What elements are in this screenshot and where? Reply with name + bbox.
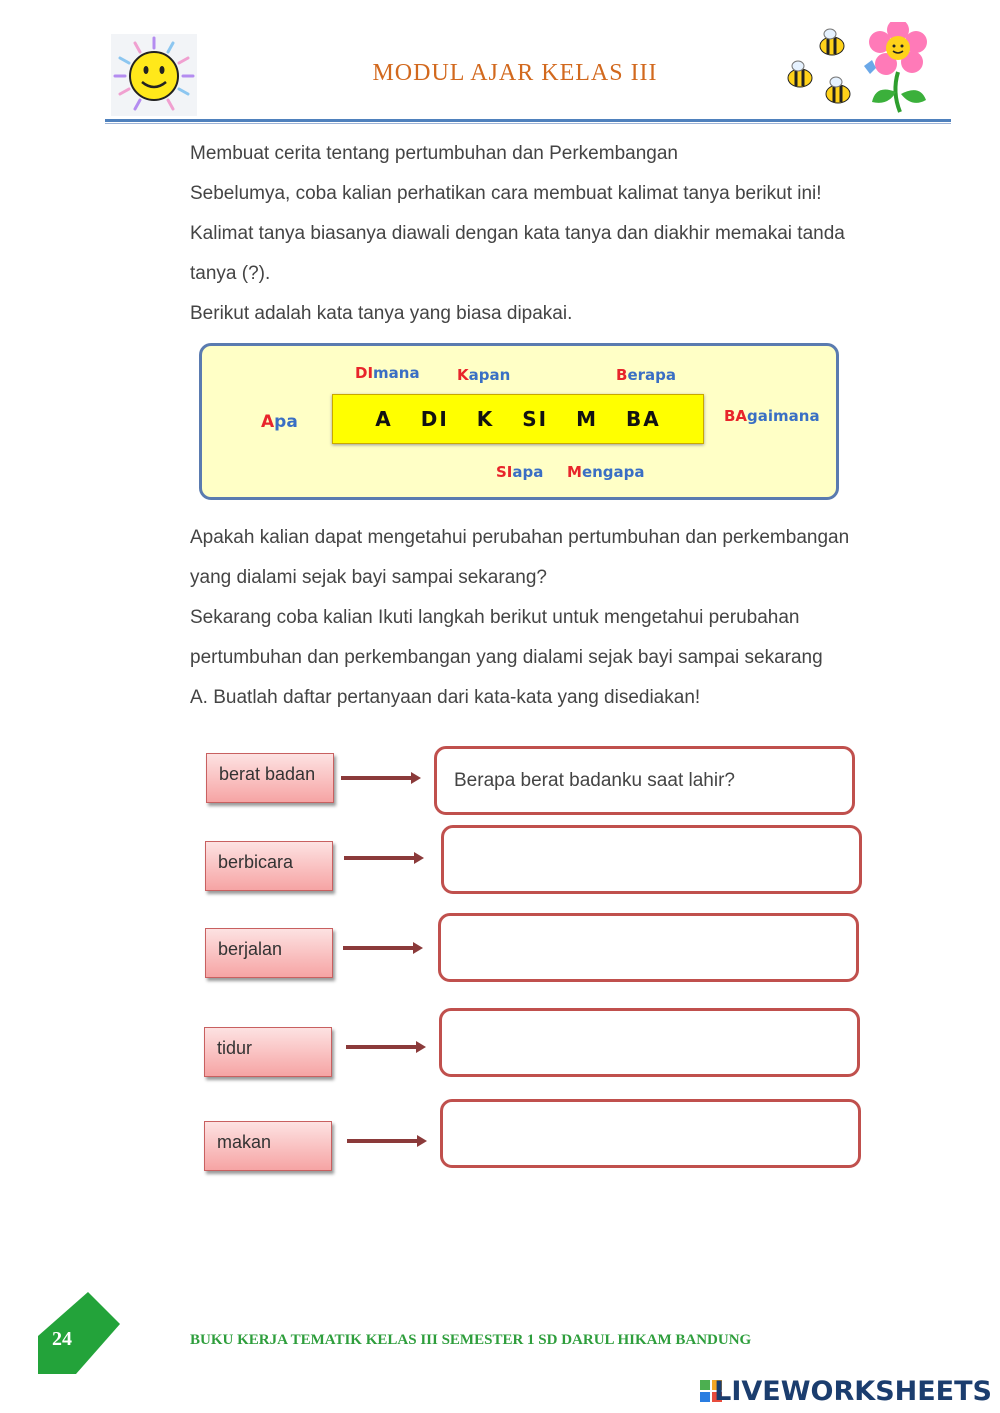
word-apa: Apa	[261, 412, 298, 432]
intro-line-4: tanya (?).	[190, 263, 271, 284]
letter-di: DI	[420, 407, 449, 431]
word-dimana: DImana	[355, 364, 420, 382]
letter-k: K	[476, 407, 495, 431]
word-siapa: SIapa	[496, 463, 544, 481]
answer-input-berjalan[interactable]	[438, 913, 859, 982]
intro-line-3: Kalimat tanya biasanya diawali dengan kata tanya dan diakhir memakai tanda	[190, 223, 845, 244]
letter-ba: BA	[626, 407, 661, 431]
page-number-badge	[36, 1290, 122, 1376]
word-berapa: Berapa	[616, 366, 676, 384]
arrow-icon	[343, 946, 415, 950]
word-mengapa: Mengapa	[567, 463, 645, 481]
answer-input-tidur[interactable]	[439, 1008, 860, 1077]
arrow-icon	[341, 776, 413, 780]
arrow-icon	[346, 1045, 418, 1049]
body-line-2: yang dialami sejak bayi sampai sekarang?	[190, 567, 547, 588]
answer-input-berat-badan[interactable]: Berapa berat badanku saat lahir?	[434, 746, 855, 815]
body-line-1: Apakah kalian dapat mengetahui perubahan pertumbuhan dan perkembangan	[190, 527, 850, 548]
label-box-berjalan: berjalan	[205, 928, 333, 978]
word-bagaimana: BAgaimana	[724, 407, 820, 425]
intro-line-1: Membuat cerita tentang pertumbuhan dan Perkembangan	[190, 143, 678, 164]
label-box-tidur: tidur	[204, 1027, 332, 1077]
body-line-4: pertumbuhan dan perkembangan yang dialami sejak bayi sampai sekarang	[190, 647, 823, 668]
bee-flower-icon	[780, 22, 930, 114]
label-box-makan: makan	[204, 1121, 332, 1171]
letter-si: SI	[522, 407, 549, 431]
header-rule-thin	[105, 123, 951, 124]
footer-text: BUKU KERJA TEMATIK KELAS III SEMESTER 1 SD DARUL HIKAM BANDUNG	[190, 1332, 752, 1348]
page-number: 24	[52, 1328, 72, 1350]
arrow-icon	[347, 1139, 419, 1143]
header-rule	[105, 119, 951, 122]
word-kapan: Kapan	[457, 366, 511, 384]
arrow-icon	[344, 856, 416, 860]
label-box-berat-badan: berat badan	[206, 753, 334, 803]
body-line-3: Sekarang coba kalian Ikuti langkah berikut untuk mengetahui perubahan	[190, 607, 800, 628]
letter-m: M	[576, 407, 599, 431]
letter-strip	[332, 394, 704, 444]
liveworksheets-brand[interactable]: LIVEWORKSHEETS	[714, 1376, 992, 1407]
intro-line-5: Berikut adalah kata tanya yang biasa dipakai.	[190, 303, 573, 324]
sun-icon	[111, 34, 197, 116]
answer-input-makan[interactable]	[440, 1099, 861, 1168]
instruction-a: A. Buatlah daftar pertanyaan dari kata-kata yang disediakan!	[190, 687, 701, 708]
intro-line-2: Sebelumya, coba kalian perhatikan cara membuat kalimat tanya berikut ini!	[190, 183, 822, 204]
label-box-berbicara: berbicara	[205, 841, 333, 891]
page-header-title: MODUL AJAR KELAS III	[372, 60, 658, 86]
letter-a: A	[375, 407, 393, 431]
answer-input-berbicara[interactable]	[441, 825, 862, 894]
